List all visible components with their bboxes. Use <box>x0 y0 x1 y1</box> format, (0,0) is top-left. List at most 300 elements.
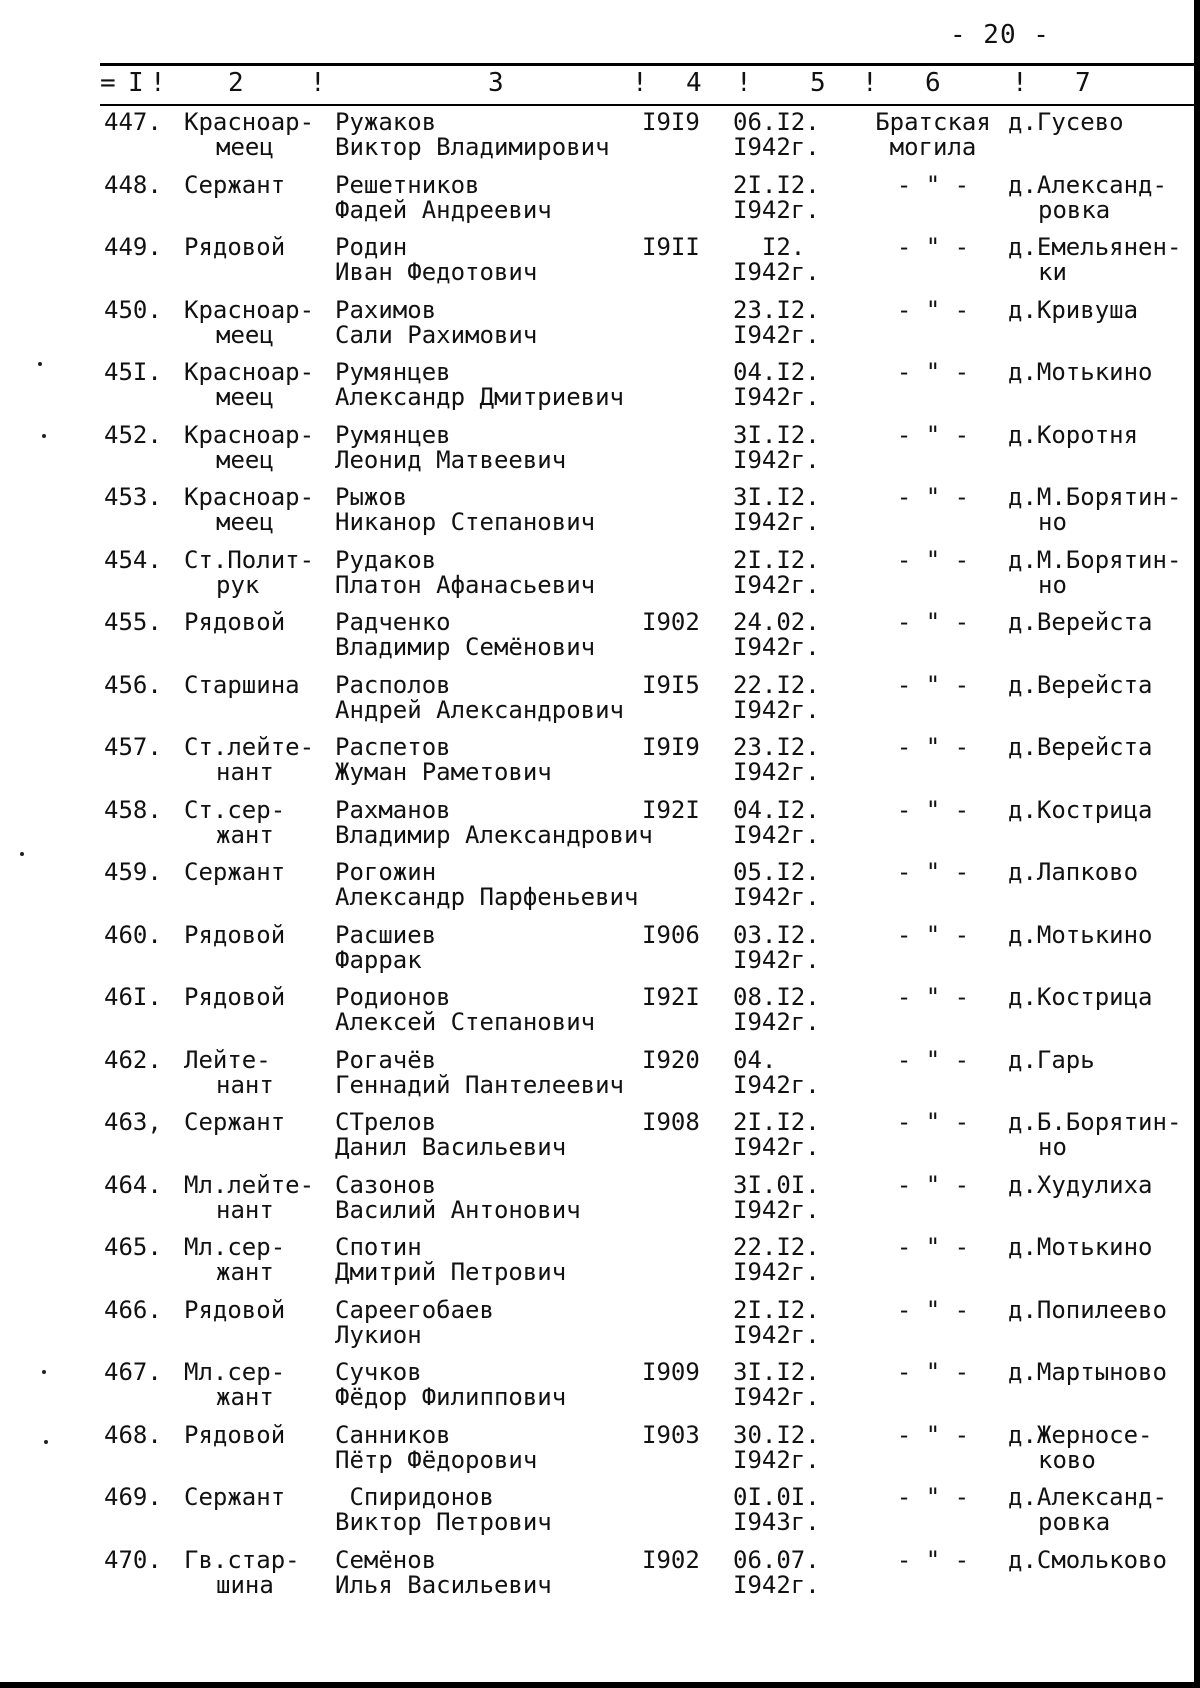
rank-line-1: Рядовой <box>184 983 286 1011</box>
birth-year: I9I5 <box>642 670 700 699</box>
header-rule <box>100 104 1194 106</box>
record-number: 456. <box>104 670 162 699</box>
death-year: I942г. <box>733 1383 820 1411</box>
birth-year: I9I9 <box>642 733 700 761</box>
military-rank <box>184 920 324 949</box>
burial-place <box>1008 110 1193 135</box>
death-date <box>733 1110 833 1160</box>
surname: СТрелов <box>335 1108 437 1136</box>
surname: Радченко <box>335 608 451 636</box>
military-rank <box>184 795 324 849</box>
death-year: I942г. <box>733 1258 820 1286</box>
military-rank <box>184 360 324 410</box>
record-number: 459. <box>104 858 162 886</box>
military-rank <box>184 485 324 535</box>
death-year: I942г. <box>733 945 820 974</box>
death-day-month: 2I.I2. <box>733 1108 820 1136</box>
surname: Спиридонов <box>335 1483 494 1511</box>
burial-place <box>1008 610 1193 635</box>
death-date <box>733 610 833 660</box>
death-date <box>733 795 833 849</box>
burial-place <box>1008 920 1193 949</box>
scan-speck <box>20 852 24 856</box>
place-line-2: ково <box>1038 1445 1096 1474</box>
given-names: Никанор Степанович <box>335 508 596 536</box>
surname: Распетов <box>335 733 451 761</box>
column-number: = <box>100 68 116 98</box>
table-row <box>0 1233 1194 1296</box>
surname: Рудаков <box>335 545 437 574</box>
column-number: 7 <box>1075 68 1091 98</box>
military-rank <box>184 1295 324 1324</box>
death-year: I942г. <box>733 383 820 411</box>
birth-year: I9I9 <box>642 108 700 136</box>
death-date <box>733 735 833 785</box>
burial-line-1: - " - <box>896 1358 970 1386</box>
rank-line-2: нант <box>216 1195 274 1224</box>
burial-line-1: - " - <box>896 1108 970 1136</box>
column-number: 4 <box>686 68 702 98</box>
table-row <box>0 483 1194 546</box>
military-rank <box>184 545 324 599</box>
death-date <box>733 985 833 1035</box>
table-row <box>0 858 1194 921</box>
full-name <box>335 985 595 1035</box>
death-day-month: 23.I2. <box>733 733 820 761</box>
military-rank <box>184 670 324 699</box>
burial-line-1: - " - <box>896 1545 970 1574</box>
table-row <box>0 983 1194 1046</box>
surname: Рогожин <box>335 858 437 886</box>
surname: Румянцев <box>335 358 451 386</box>
burial-place <box>1008 295 1193 324</box>
death-day-month: 22.I2. <box>733 670 820 699</box>
rank-line-2: жант <box>216 1383 274 1411</box>
record-number: 455. <box>104 608 162 636</box>
death-date <box>733 670 833 724</box>
death-day-month: 3I.I2. <box>733 1358 820 1386</box>
birth-year: I909 <box>642 1358 700 1386</box>
record-number: 464. <box>104 1170 162 1199</box>
rank-line-1: Ст.сер- <box>184 795 286 824</box>
given-names: Владимир Александрович <box>335 820 653 849</box>
death-date <box>733 360 833 410</box>
burial-place <box>1008 1170 1193 1199</box>
military-rank <box>184 420 324 474</box>
burial-place <box>1008 1045 1193 1074</box>
death-day-month: 04.I2. <box>733 358 820 386</box>
full-name <box>335 1235 566 1285</box>
burial-line-1: - " - <box>896 170 970 199</box>
given-names: Иван Федотович <box>335 258 538 286</box>
given-names: Пётр Фёдорович <box>335 1445 538 1474</box>
death-year: I942г. <box>733 1320 820 1349</box>
burial-type <box>868 1235 998 1260</box>
place-line-1: д.Жерносе- <box>1008 1420 1153 1449</box>
place-line-1: д.Верейста <box>1008 733 1153 761</box>
birth-year: I902 <box>642 608 700 636</box>
death-date <box>733 920 833 974</box>
burial-line-1: - " - <box>896 1483 970 1511</box>
death-year: I942г. <box>733 883 820 911</box>
table-row <box>0 608 1194 671</box>
place-line-1: д.Гарь <box>1008 1045 1095 1074</box>
place-line-1: д.Попилеево <box>1008 1295 1167 1324</box>
burial-line-1: - " - <box>896 733 970 761</box>
death-day-month: 3I.I2. <box>733 420 820 449</box>
full-name <box>335 1360 566 1410</box>
burial-type <box>868 1360 998 1385</box>
rank-line-2: жант <box>216 1258 274 1286</box>
military-rank <box>184 235 324 260</box>
table-row <box>0 1108 1194 1171</box>
table-row <box>0 1483 1194 1546</box>
rank-line-2: рук <box>216 570 260 599</box>
burial-line-1: - " - <box>896 983 970 1011</box>
burial-type <box>868 1045 998 1074</box>
burial-line-1: - " - <box>896 608 970 636</box>
rank-line-1: Красноар- <box>184 295 315 324</box>
burial-type <box>868 1420 998 1449</box>
death-day-month: 2I.I2. <box>733 545 820 574</box>
record-number: 447. <box>104 108 162 136</box>
given-names: Фаррак <box>335 945 422 974</box>
burial-type <box>868 360 998 385</box>
death-day-month: 24.02. <box>733 608 820 636</box>
table-row <box>0 546 1194 609</box>
rank-line-1: Ст.Полит- <box>184 545 315 574</box>
table-row <box>0 233 1194 296</box>
death-date <box>733 295 833 349</box>
table-row <box>0 796 1194 859</box>
given-names: Владимир Семёнович <box>335 633 596 661</box>
table-row <box>0 358 1194 421</box>
burial-type <box>868 110 998 160</box>
rank-line-1: Мл.сер- <box>184 1233 286 1261</box>
death-day-month: 05.I2. <box>733 858 820 886</box>
burial-place <box>1008 360 1193 385</box>
death-year: I942г. <box>733 258 820 286</box>
column-separator: ! <box>862 68 878 98</box>
full-name <box>335 110 610 160</box>
military-rank <box>184 1545 324 1599</box>
burial-type <box>868 1170 998 1199</box>
death-date <box>733 485 833 535</box>
surname: Сазонов <box>335 1170 437 1199</box>
death-year: I942г. <box>733 320 820 349</box>
burial-type <box>868 610 998 635</box>
military-rank <box>184 1110 324 1135</box>
column-number: 2 <box>228 68 244 98</box>
record-number: 450. <box>104 295 162 324</box>
rank-line-1: Мл.лейте- <box>184 1170 315 1199</box>
death-year: I942г. <box>733 1008 820 1036</box>
burial-line-1: - " - <box>896 1233 970 1261</box>
burial-place <box>1008 1235 1193 1260</box>
birth-year: I902 <box>642 1545 700 1574</box>
full-name <box>335 420 567 474</box>
military-rank <box>184 860 324 885</box>
place-line-1: д.Лапково <box>1008 858 1139 886</box>
record-number: 454. <box>104 545 162 574</box>
burial-line-2: могила <box>889 133 977 161</box>
burial-place <box>1008 860 1193 885</box>
column-separator: ! <box>150 68 166 98</box>
place-line-1: д.Кривуша <box>1008 295 1139 324</box>
burial-line-1: - " - <box>896 858 970 886</box>
death-date <box>733 420 833 474</box>
given-names: Фадей Андреевич <box>335 195 552 224</box>
record-number: 46I. <box>104 983 162 1011</box>
rank-line-2: меец <box>216 445 274 474</box>
burial-line-1: - " - <box>896 420 970 449</box>
death-year: I942г. <box>733 508 820 536</box>
rank-line-2: меец <box>216 320 274 349</box>
place-line-1: д.Кострица <box>1008 983 1153 1011</box>
surname: Родин <box>335 233 408 261</box>
surname: Рахимов <box>335 295 437 324</box>
rank-line-1: Красноар- <box>184 108 315 136</box>
full-name <box>335 670 624 724</box>
burial-line-1: - " - <box>896 1295 970 1324</box>
rank-line-2: нант <box>216 758 274 786</box>
rank-line-1: Гв.стар- <box>184 1545 300 1574</box>
column-number: I <box>128 68 144 98</box>
record-number: 45I. <box>104 358 162 386</box>
given-names: Данил Васильевич <box>335 1133 567 1161</box>
given-names: Платон Афанасьевич <box>335 570 596 599</box>
burial-place <box>1008 1420 1193 1474</box>
record-number: 448. <box>104 170 162 199</box>
full-name <box>335 735 552 785</box>
surname: Располов <box>335 670 451 699</box>
burial-place <box>1008 985 1193 1010</box>
place-line-2: ки <box>1038 258 1067 286</box>
burial-line-1: - " - <box>896 1420 970 1449</box>
rank-line-2: жант <box>216 820 274 849</box>
death-year: I942г. <box>733 695 820 724</box>
given-names: Александр Дмитриевич <box>335 383 624 411</box>
given-names: Леонид Матвеевич <box>335 445 567 474</box>
burial-type <box>868 1545 998 1574</box>
death-day-month: 0I.0I. <box>733 1483 820 1511</box>
rank-line-1: Сержант <box>184 1483 286 1511</box>
death-date <box>733 1420 833 1474</box>
column-separator: ! <box>1012 68 1028 98</box>
place-line-1: д.Кострица <box>1008 795 1153 824</box>
birth-year: I908 <box>642 1108 700 1136</box>
burial-place <box>1008 735 1193 760</box>
burial-type <box>868 545 998 574</box>
birth-year: I906 <box>642 920 700 949</box>
table-row <box>0 421 1194 484</box>
given-names: Александр Парфеньевич <box>335 883 639 911</box>
given-names: Василий Антонович <box>335 1195 581 1224</box>
death-day-month: 08.I2. <box>733 983 820 1011</box>
surname: Рахманов <box>335 795 451 824</box>
military-rank <box>184 1420 324 1449</box>
table-row <box>0 1046 1194 1109</box>
rank-line-2: меец <box>216 133 274 161</box>
death-day-month: 06.I2. <box>733 108 820 136</box>
burial-line-1: - " - <box>896 233 970 261</box>
records-list <box>0 108 1194 1608</box>
column-number: 6 <box>925 68 941 98</box>
table-row <box>0 733 1194 796</box>
military-rank <box>184 110 324 160</box>
place-line-1: д.Александ- <box>1008 170 1167 199</box>
death-date <box>733 1235 833 1285</box>
surname: Родионов <box>335 983 451 1011</box>
given-names: Сали Рахимович <box>335 320 538 349</box>
death-date <box>733 1295 833 1349</box>
scan-speck <box>42 1370 46 1374</box>
column-separator: ! <box>310 68 326 98</box>
full-name <box>335 360 624 410</box>
death-day-month: 04.I2. <box>733 795 820 824</box>
rank-line-1: Красноар- <box>184 420 315 449</box>
burial-place <box>1008 1295 1193 1324</box>
death-day-month: 30.I2. <box>733 1420 820 1449</box>
page-number: - 20 - <box>950 20 1050 50</box>
military-rank <box>184 1485 324 1510</box>
record-number: 449. <box>104 233 162 261</box>
death-day-month: 22.I2. <box>733 1233 820 1261</box>
place-line-2: но <box>1038 1133 1067 1161</box>
table-row <box>0 1296 1194 1359</box>
place-line-1: д.Мотькино <box>1008 920 1153 949</box>
full-name <box>335 610 595 660</box>
rank-line-1: Мл.сер- <box>184 1358 286 1386</box>
table-row <box>0 1421 1194 1484</box>
full-name <box>335 1485 552 1535</box>
surname: Сареегобаев <box>335 1295 494 1324</box>
military-rank <box>184 1045 324 1099</box>
death-date <box>733 545 833 599</box>
military-rank <box>184 1235 324 1285</box>
column-separator: ! <box>736 68 752 98</box>
death-day-month: 3I.0I. <box>733 1170 820 1199</box>
military-rank <box>184 735 324 785</box>
place-line-1: д.Верейста <box>1008 608 1153 636</box>
rank-line-1: Рядовой <box>184 233 286 261</box>
column-separator: ! <box>632 68 648 98</box>
place-line-2: но <box>1038 570 1067 599</box>
military-rank <box>184 610 324 635</box>
place-line-1: д.Верейста <box>1008 670 1153 699</box>
record-number: 466. <box>104 1295 162 1324</box>
burial-line-1: - " - <box>896 483 970 511</box>
rank-line-1: Рядовой <box>184 920 286 949</box>
rank-line-2: шина <box>216 1570 274 1599</box>
death-year: I942г. <box>733 1570 820 1599</box>
birth-year: I920 <box>642 1045 700 1074</box>
surname: Семёнов <box>335 1545 437 1574</box>
surname: Решетников <box>335 170 480 199</box>
birth-year: I903 <box>642 1420 700 1449</box>
surname: Рогачёв <box>335 1045 437 1074</box>
rank-line-2: меец <box>216 383 274 411</box>
death-date <box>733 1485 833 1535</box>
death-year: I942г. <box>733 570 820 599</box>
death-year: I942г. <box>733 195 820 224</box>
surname: Санников <box>335 1420 451 1449</box>
death-day-month: 06.07. <box>733 1545 820 1574</box>
full-name <box>335 860 638 910</box>
rank-line-2: нант <box>216 1070 274 1099</box>
death-date <box>733 1170 833 1224</box>
military-rank <box>184 295 324 349</box>
death-date <box>733 1545 833 1599</box>
place-line-1: д.М.Борятин- <box>1008 483 1182 511</box>
column-number: 3 <box>488 68 504 98</box>
given-names: Дмитрий Петрович <box>335 1258 567 1286</box>
record-number: 463, <box>104 1108 162 1136</box>
burial-type <box>868 670 998 699</box>
rank-line-1: Сержант <box>184 1108 286 1136</box>
rank-line-1: Лейте- <box>184 1045 271 1074</box>
table-row <box>0 108 1194 171</box>
place-line-1: д.Мотькино <box>1008 1233 1153 1261</box>
death-year: I942г. <box>733 758 820 786</box>
given-names: Жуман Раметович <box>335 758 552 786</box>
table-row <box>0 921 1194 984</box>
full-name <box>335 170 552 224</box>
record-number: 457. <box>104 733 162 761</box>
burial-place <box>1008 1485 1193 1535</box>
given-names: Геннадий Пантелеевич <box>335 1070 624 1099</box>
rank-line-1: Рядовой <box>184 1295 286 1324</box>
place-line-1: д.Смольково <box>1008 1545 1167 1574</box>
burial-place <box>1008 795 1193 824</box>
burial-type <box>868 170 998 199</box>
record-number: 462. <box>104 1045 162 1074</box>
place-line-1: д.Коротня <box>1008 420 1139 449</box>
full-name <box>335 1295 494 1349</box>
death-year: I942г. <box>733 445 820 474</box>
given-names: Лукион <box>335 1320 422 1349</box>
death-year: I942г. <box>733 1445 820 1474</box>
place-line-1: д.Гусево <box>1008 108 1124 136</box>
full-name <box>335 1110 566 1160</box>
burial-place <box>1008 420 1193 449</box>
death-day-month: 3I.I2. <box>733 483 820 511</box>
surname: Спотин <box>335 1233 422 1261</box>
military-rank <box>184 985 324 1010</box>
burial-line-1: - " - <box>896 358 970 386</box>
rank-line-1: Красноар- <box>184 358 315 386</box>
place-line-2: ровка <box>1038 195 1111 224</box>
burial-line-1: - " - <box>896 1170 970 1199</box>
rank-line-1: Сержант <box>184 170 286 199</box>
burial-place <box>1008 545 1193 599</box>
place-line-1: д.Емельянен- <box>1008 233 1182 261</box>
scan-speck <box>42 434 46 438</box>
death-year: I943г. <box>733 1508 820 1536</box>
burial-type <box>868 920 998 949</box>
given-names: Виктор Петрович <box>335 1508 552 1536</box>
burial-line-1: - " - <box>896 295 970 324</box>
surname: Ружаков <box>335 108 437 136</box>
full-name <box>335 1420 538 1474</box>
record-number: 465. <box>104 1233 162 1261</box>
death-date <box>733 860 833 910</box>
rank-line-1: Старшина <box>184 670 300 699</box>
table-row <box>0 1546 1194 1609</box>
burial-place <box>1008 1360 1193 1385</box>
given-names: Фёдор Филиппович <box>335 1383 567 1411</box>
burial-line-1: - " - <box>896 1045 970 1074</box>
